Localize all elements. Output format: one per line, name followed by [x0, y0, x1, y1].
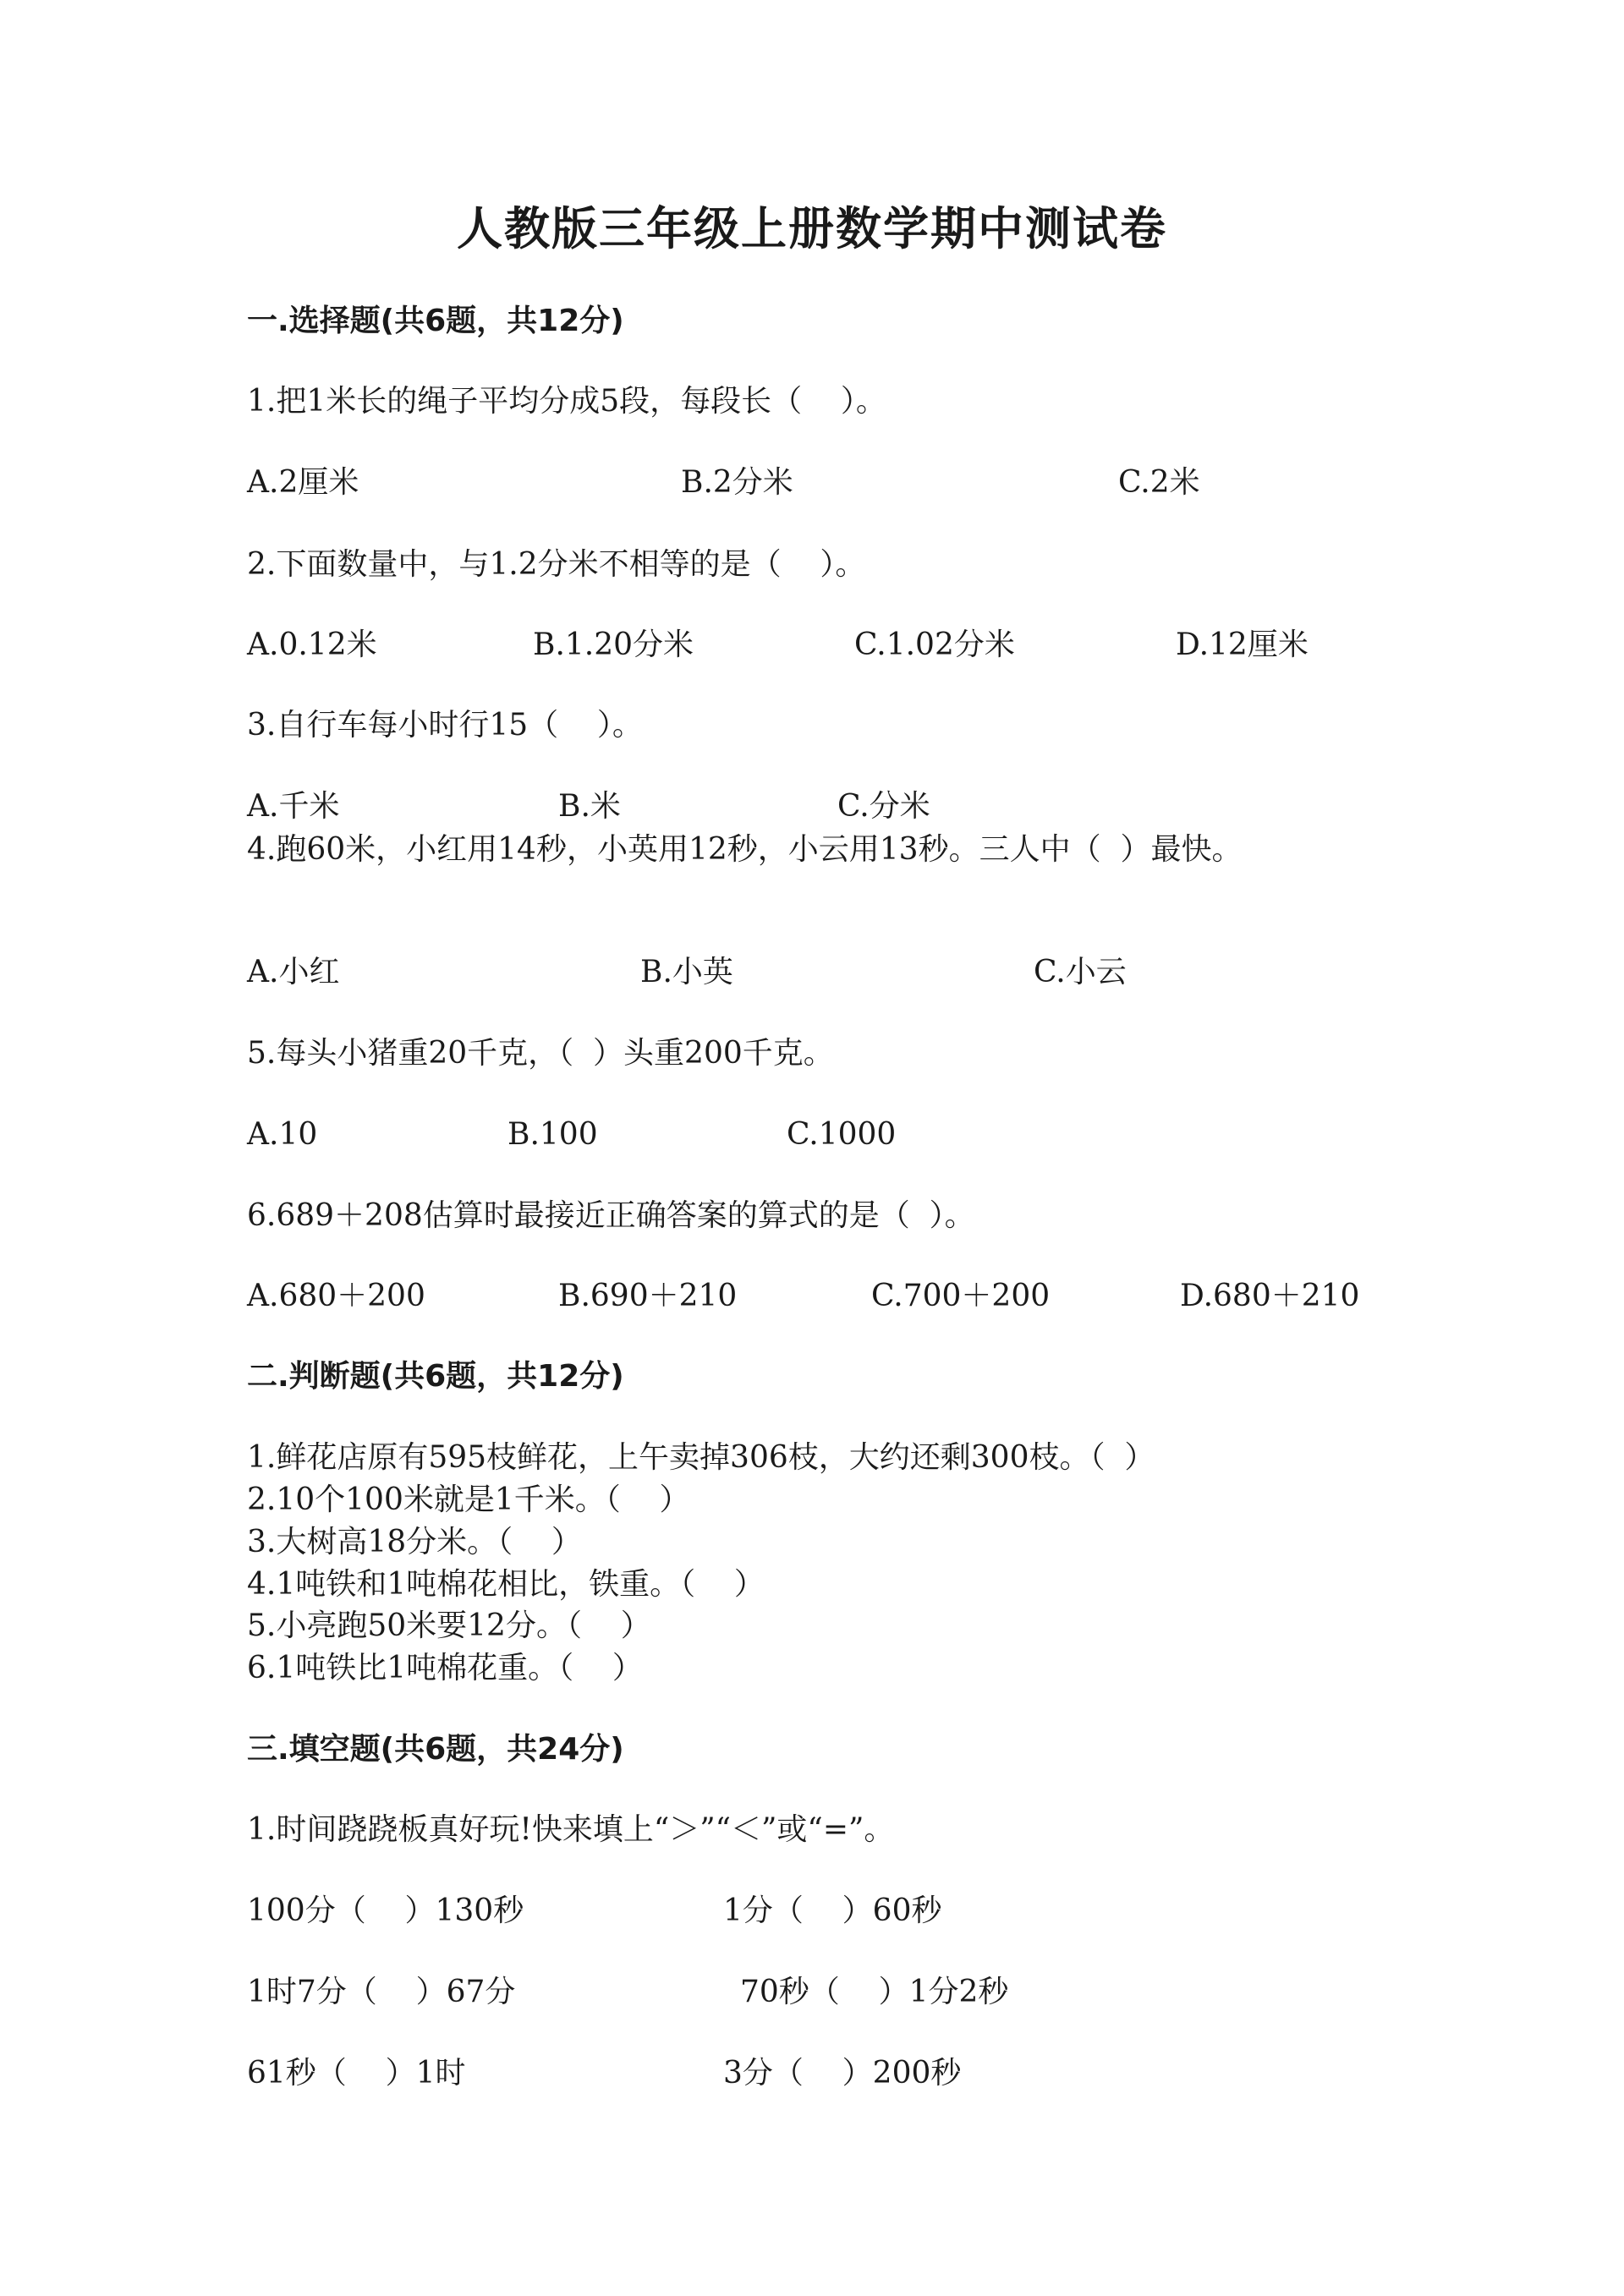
choice-q2-option-a: A.0.12米 — [247, 627, 377, 662]
choice-q2-option-b: B.1.20分米 — [533, 627, 694, 662]
choice-q4-option-b: B.小英 — [640, 955, 733, 989]
choice-q3-stem: 3.自行车每小时行15（ ）。 — [247, 708, 643, 743]
section-heading-choice: 一.选择题(共6题，共12分) — [247, 304, 624, 338]
choice-q1-option-b: B.2分米 — [681, 465, 793, 500]
choice-q6-option-c: C.700＋200 — [871, 1279, 1051, 1313]
choice-q4-option-c: C.小云 — [1034, 955, 1127, 989]
choice-q2-stem: 2.下面数量中，与1.2分米不相等的是（ ）。 — [247, 547, 866, 582]
judge-item: 1.鲜花店原有595枝鲜花，上午卖掉306枝，大约还剩300枝。（ ） — [247, 1440, 1155, 1475]
choice-q2-option-d: D.12厘米 — [1176, 627, 1309, 662]
choice-q1-option-c: C.2米 — [1118, 465, 1200, 500]
choice-q1-stem: 1.把1米长的绳子平均分成5段，每段长（ ）。 — [247, 384, 886, 419]
choice-q4-option-a: A.小红 — [247, 955, 340, 989]
choice-q5-stem: 5.每头小猪重20千克，（ ）头重200千克。 — [247, 1036, 834, 1071]
judge-item: 5.小亮跑50米要12分。（ ） — [247, 1608, 651, 1643]
choice-q6-option-b: B.690＋210 — [558, 1279, 738, 1313]
fill-q1-stem: 1.时间跷跷板真好玩!快来填上“＞”“＜”或“=”。 — [247, 1812, 895, 1847]
page-title: 人教版三年级上册数学期中测试卷 — [457, 201, 1167, 255]
choice-q5-option-b: B.100 — [508, 1117, 598, 1152]
fill-compare-item: 1时7分（ ）67分 — [247, 1975, 516, 2009]
choice-q6-option-d: D.680＋210 — [1180, 1279, 1360, 1313]
fill-compare-item: 3分（ ）200秒 — [723, 2056, 962, 2091]
section-heading-judge: 二.判断题(共6题，共12分) — [247, 1359, 624, 1394]
choice-q3-option-c: C.分米 — [837, 789, 930, 824]
choice-q6-option-a: A.680＋200 — [247, 1279, 425, 1313]
choice-q3-option-b: B.米 — [558, 789, 621, 824]
judge-item: 2.10个100米就是1千米。（ ） — [247, 1482, 690, 1517]
choice-q1-option-a: A.2厘米 — [247, 465, 359, 500]
judge-item: 3.大树高18分米。（ ） — [247, 1525, 582, 1559]
fill-compare-item: 100分（ ）130秒 — [247, 1893, 524, 1928]
fill-compare-item: 61秒（ ）1时 — [247, 2056, 466, 2091]
fill-compare-item: 1分（ ）60秒 — [723, 1893, 942, 1928]
choice-q6-stem: 6.689＋208估算时最接近正确答案的算式的是（ ）。 — [247, 1198, 975, 1233]
section-heading-fill: 三.填空题(共6题，共24分) — [247, 1732, 624, 1767]
judge-item: 4.1吨铁和1吨棉花相比，铁重。（ ） — [247, 1567, 765, 1602]
choice-q5-option-c: C.1000 — [787, 1117, 897, 1152]
choice-q3-option-a: A.千米 — [247, 789, 340, 824]
judge-item: 6.1吨铁比1吨棉花重。（ ） — [247, 1651, 643, 1685]
choice-q4-stem: 4.跑60米，小红用14秒，小英用12秒，小云用13秒。三人中（ ）最快。 — [247, 832, 1243, 867]
fill-compare-item: 70秒（ ）1分2秒 — [740, 1975, 1009, 2009]
choice-q2-option-c: C.1.02分米 — [854, 627, 1015, 662]
choice-q5-option-a: A.10 — [247, 1117, 318, 1152]
